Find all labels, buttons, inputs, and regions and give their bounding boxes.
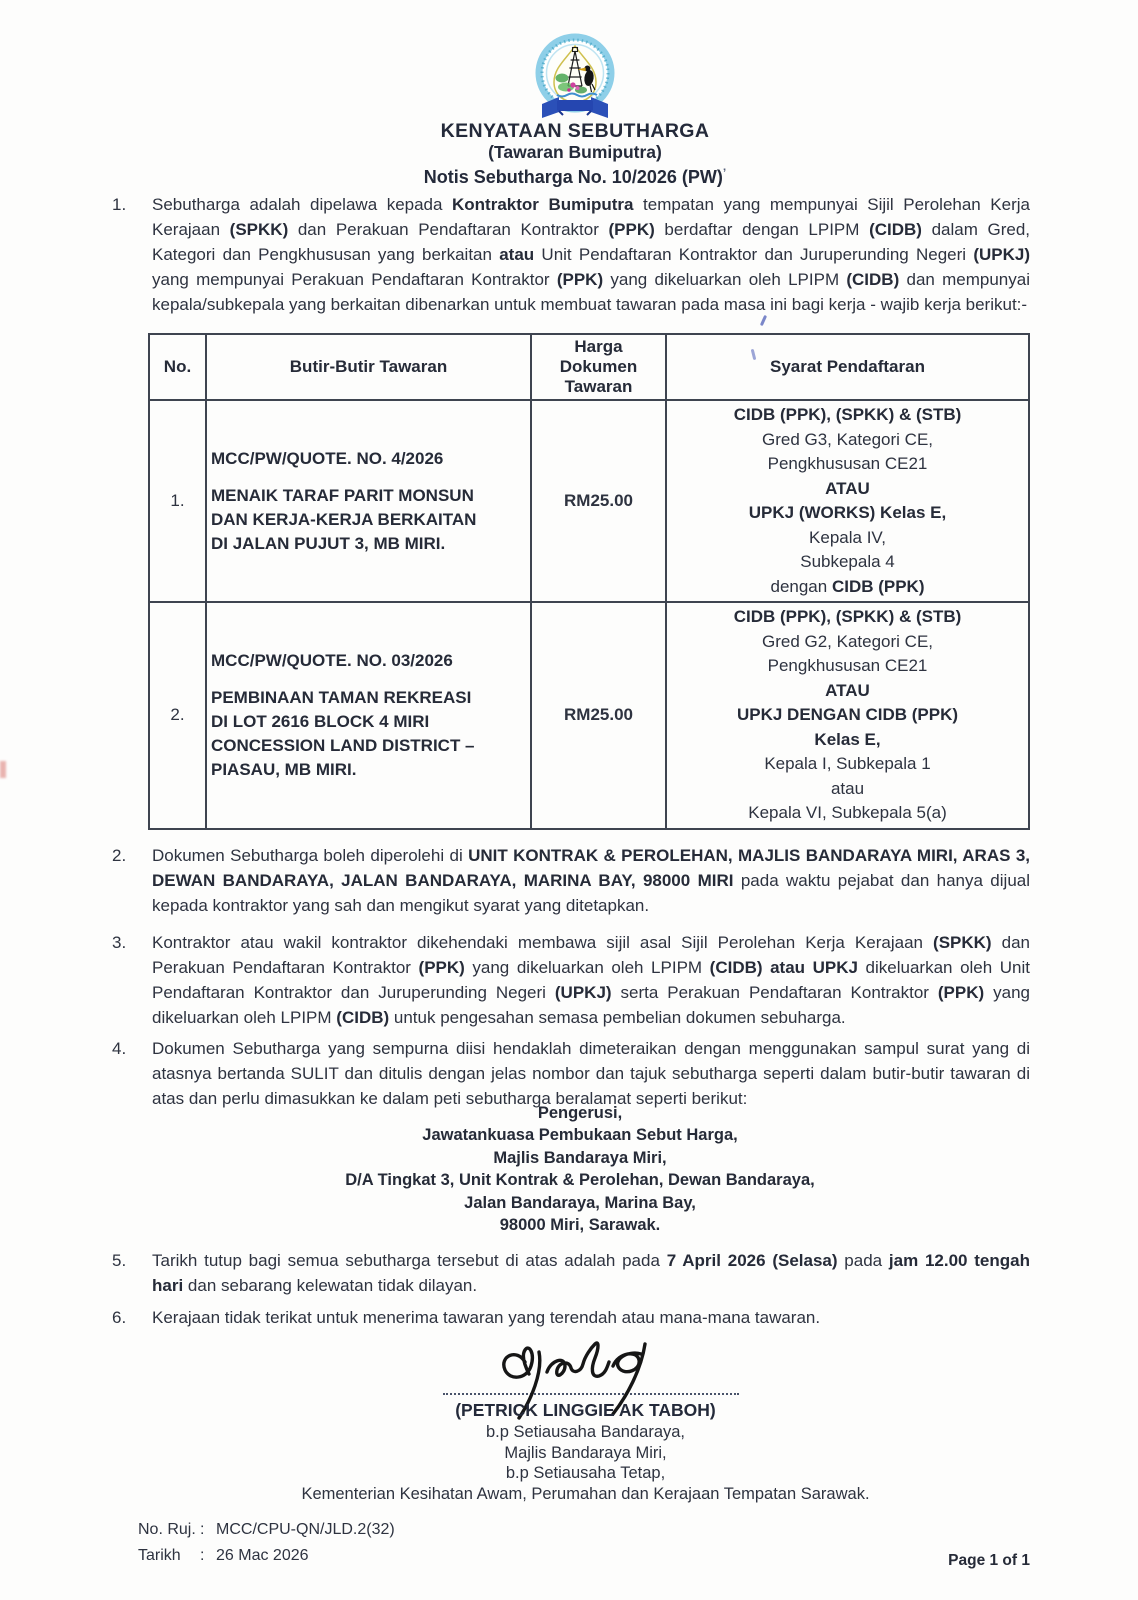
signatory-title-line: b.p Setiausaha Bandaraya,: [485, 1423, 686, 1441]
paragraph-text: Dokumen Sebutharga yang sempurna diisi hendaklah dimeteraikan dengan menggunakan sampul surat yang di atasnya bertanda SULIT dan ditulis dengan jelas nombor dan tajuk sebutharga seperti dalam butir-butir tawaran di atas dan perlu dimasukkan ke dalam peti sebutharga beralamat seperti berikut:: [152, 1039, 1030, 1108]
address-line: Jawatankuasa Pembukaan Sebut Harga,: [422, 1126, 738, 1145]
column-header-syarat: Syarat Pendaftaran: [666, 334, 1029, 400]
paragraph-5: [100, 1248, 1030, 1298]
paragraph-text: Tarikh tutup bagi semua sebutharga tersebut di atas adalah pada 7 April 2026 (Selasa) pada jam 12.00 tengah hari dan sebarang kelewatan tidak dilayan.: [152, 1251, 1030, 1295]
paragraph-number: 4.: [112, 1039, 127, 1058]
row-number: 1.: [149, 400, 206, 602]
city-crest-icon: [521, 33, 629, 125]
signatory-titles: [8, 1422, 1138, 1504]
page-subtitle: (Tawaran Bumiputra): [488, 142, 662, 162]
table-row: [149, 400, 1029, 602]
scan-edge-artifact: [0, 761, 6, 778]
table-row: [149, 602, 1029, 829]
address-line: D/A Tingkat 3, Unit Kontrak & Perolehan, Dewan Bandaraya,: [345, 1171, 815, 1190]
document-header: [0, 120, 1138, 188]
notice-number: Notis Sebutharga No. 10/2026 (PW)$^ʼ$: [423, 166, 727, 187]
paragraph-6: [100, 1305, 1030, 1330]
paragraph-number: 1.: [112, 195, 127, 214]
registration-requirements: CIDB (PPK), (SPKK) & (STB) Gred G2, Kategori CE, Pengkhususan CE21 ATAU UPKJ DENGAN CIDB (PPK) Kelas E, Kepala I, Subkepala 1 atau Kepala VI, Subkepala 5(a): [666, 602, 1029, 829]
row-number: 2.: [149, 602, 206, 829]
table-header-row: [149, 334, 1029, 400]
paragraph-text: Kontraktor atau wakil kontraktor dikehendaki membawa sijil asal Sijil Perolehan Kerja Kerajaan (SPKK) dan Perakuan Pendaftaran Kontraktor (PPK) yang dikeluarkan oleh LPIPM (CIDB) atau UPKJ dikeluarkan oleh Unit Pendaftaran Kontraktor dan Juruperunding Negeri (UPKJ) serta Perakuan Pendaftaran Kontraktor (PPK) yang dikeluarkan oleh LPIPM (CIDB) untuk pengesahan semasa pembelian dokumen sebuharga.: [152, 933, 1031, 1027]
signatory-title-line: Kementerian Kesihatan Awam, Perumahan dan Kerajaan Tempatan Sarawak.: [301, 1484, 870, 1503]
ref-value: MCC/CPU-QN/JLD.2(32): [216, 1521, 395, 1538]
paragraph-1: [100, 192, 1030, 317]
paragraph-4: [100, 1036, 1030, 1111]
reference-block: [138, 1517, 395, 1569]
signatory-title-line: Majlis Bandaraya Miri,: [504, 1443, 667, 1462]
paragraph-number: 2.: [112, 846, 127, 865]
address-line: Majlis Bandaraya Miri,: [493, 1148, 667, 1167]
address-line: Jalan Bandaraya, Marina Bay,: [464, 1193, 696, 1212]
tender-table: [148, 333, 1030, 830]
document-price: RM25.00: [531, 400, 666, 602]
page-number: Page 1 of 1: [948, 1552, 1030, 1569]
date-value: 26 Mac 2026: [216, 1547, 309, 1564]
column-header-butir: Butir-Butir Tawaran: [206, 334, 531, 400]
pen-mark: ʼ: [722, 166, 727, 180]
paragraph-number: 6.: [112, 1308, 127, 1327]
signature-line: [443, 1377, 739, 1395]
address-line: Pengerusi,: [537, 1104, 623, 1122]
page-title: KENYATAAN SEBUTHARGA: [440, 120, 710, 142]
address-line: 98000 Miri, Sarawak.: [499, 1216, 661, 1235]
ref-separator: :: [200, 1521, 205, 1538]
tender-details: MCC/PW/QUOTE. NO. 03/2026 PEMBINAAN TAMAN REKREASI DI LOT 2616 BLOCK 4 MIRI CONCESSION LAND DISTRICT – PIASAU, MB MIRI.: [206, 602, 531, 829]
paragraph-text: Kerajaan tidak terikat untuk menerima tawaran yang terendah atau mana-mana tawaran.: [152, 1308, 821, 1327]
registration-requirements: CIDB (PPK), (SPKK) & (STB) Gred G3, Kategori CE, Pengkhususan CE21 ATAU UPKJ (WORKS) Kelas E, Kepala IV, Subkepala 4 dengan CIDB (PPK): [666, 400, 1029, 602]
column-header-harga: Harga Dokumen Tawaran: [531, 334, 666, 400]
paragraph-number: 5.: [112, 1251, 127, 1270]
ref-label: No. Ruj.: [138, 1521, 196, 1538]
date-row: [138, 1543, 395, 1569]
reference-number-row: [138, 1517, 395, 1543]
document-price: RM25.00: [531, 602, 666, 829]
paragraph-number: 3.: [112, 933, 127, 952]
submission-address: [0, 1102, 1138, 1236]
majlis-bandaraya-miri-logo: [521, 33, 629, 125]
signatory-title-line: b.p Setiausaha Tetap,: [505, 1464, 666, 1482]
date-separator: :: [200, 1547, 205, 1564]
paragraph-text: Sebutharga adalah dipelawa kepada Kontraktor Bumiputra tempatan yang mempunyai Sijil Perolehan Kerja Kerajaan (SPKK) dan Perakuan Pendaftaran Kontraktor (PPK) berdaftar dengan LPIPM (CIDB) dalam Gred, Kategori dan Pengkhususan yang berkaitan atau Unit Pendaftaran Kontraktor dan Juruperunding Negeri (UPKJ) yang mempunyai Perakuan Pendaftaran Kontraktor (PPK) yang dikeluarkan oleh LPIPM (CIDB) dan mempunyai kepala/subkepala yang berkaitan dibenarkan untuk membuat tawaran pada masa ini bagi kerja - wajib kerja berikut:-: [152, 195, 1031, 314]
date-label: Tarikh: [138, 1547, 181, 1564]
column-header-no: No.: [149, 334, 206, 400]
paragraph-2: [100, 843, 1030, 918]
tender-details: MCC/PW/QUOTE. NO. 4/2026 MENAIK TARAF PARIT MONSUN DAN KERJA-KERJA BERKAITAN DI JALAN PUJUT 3, MB MIRI.: [206, 400, 531, 602]
paragraph-text: Dokumen Sebutharga boleh diperolehi di UNIT KONTRAK & PEROLEHAN, MAJLIS BANDARAYA MIRI, ARAS 3, DEWAN BANDARAYA, JALAN BANDARAYA, MARINA BAY, 98000 MIRI pada waktu pejabat dan hanya dijual kepada kontraktor yang sah dan mengikut syarat yang ditetapkan.: [152, 846, 1030, 915]
paragraph-3: [100, 930, 1030, 1030]
signatory-name: (PETRICK LINGGIE AK TABOH): [455, 1400, 716, 1420]
